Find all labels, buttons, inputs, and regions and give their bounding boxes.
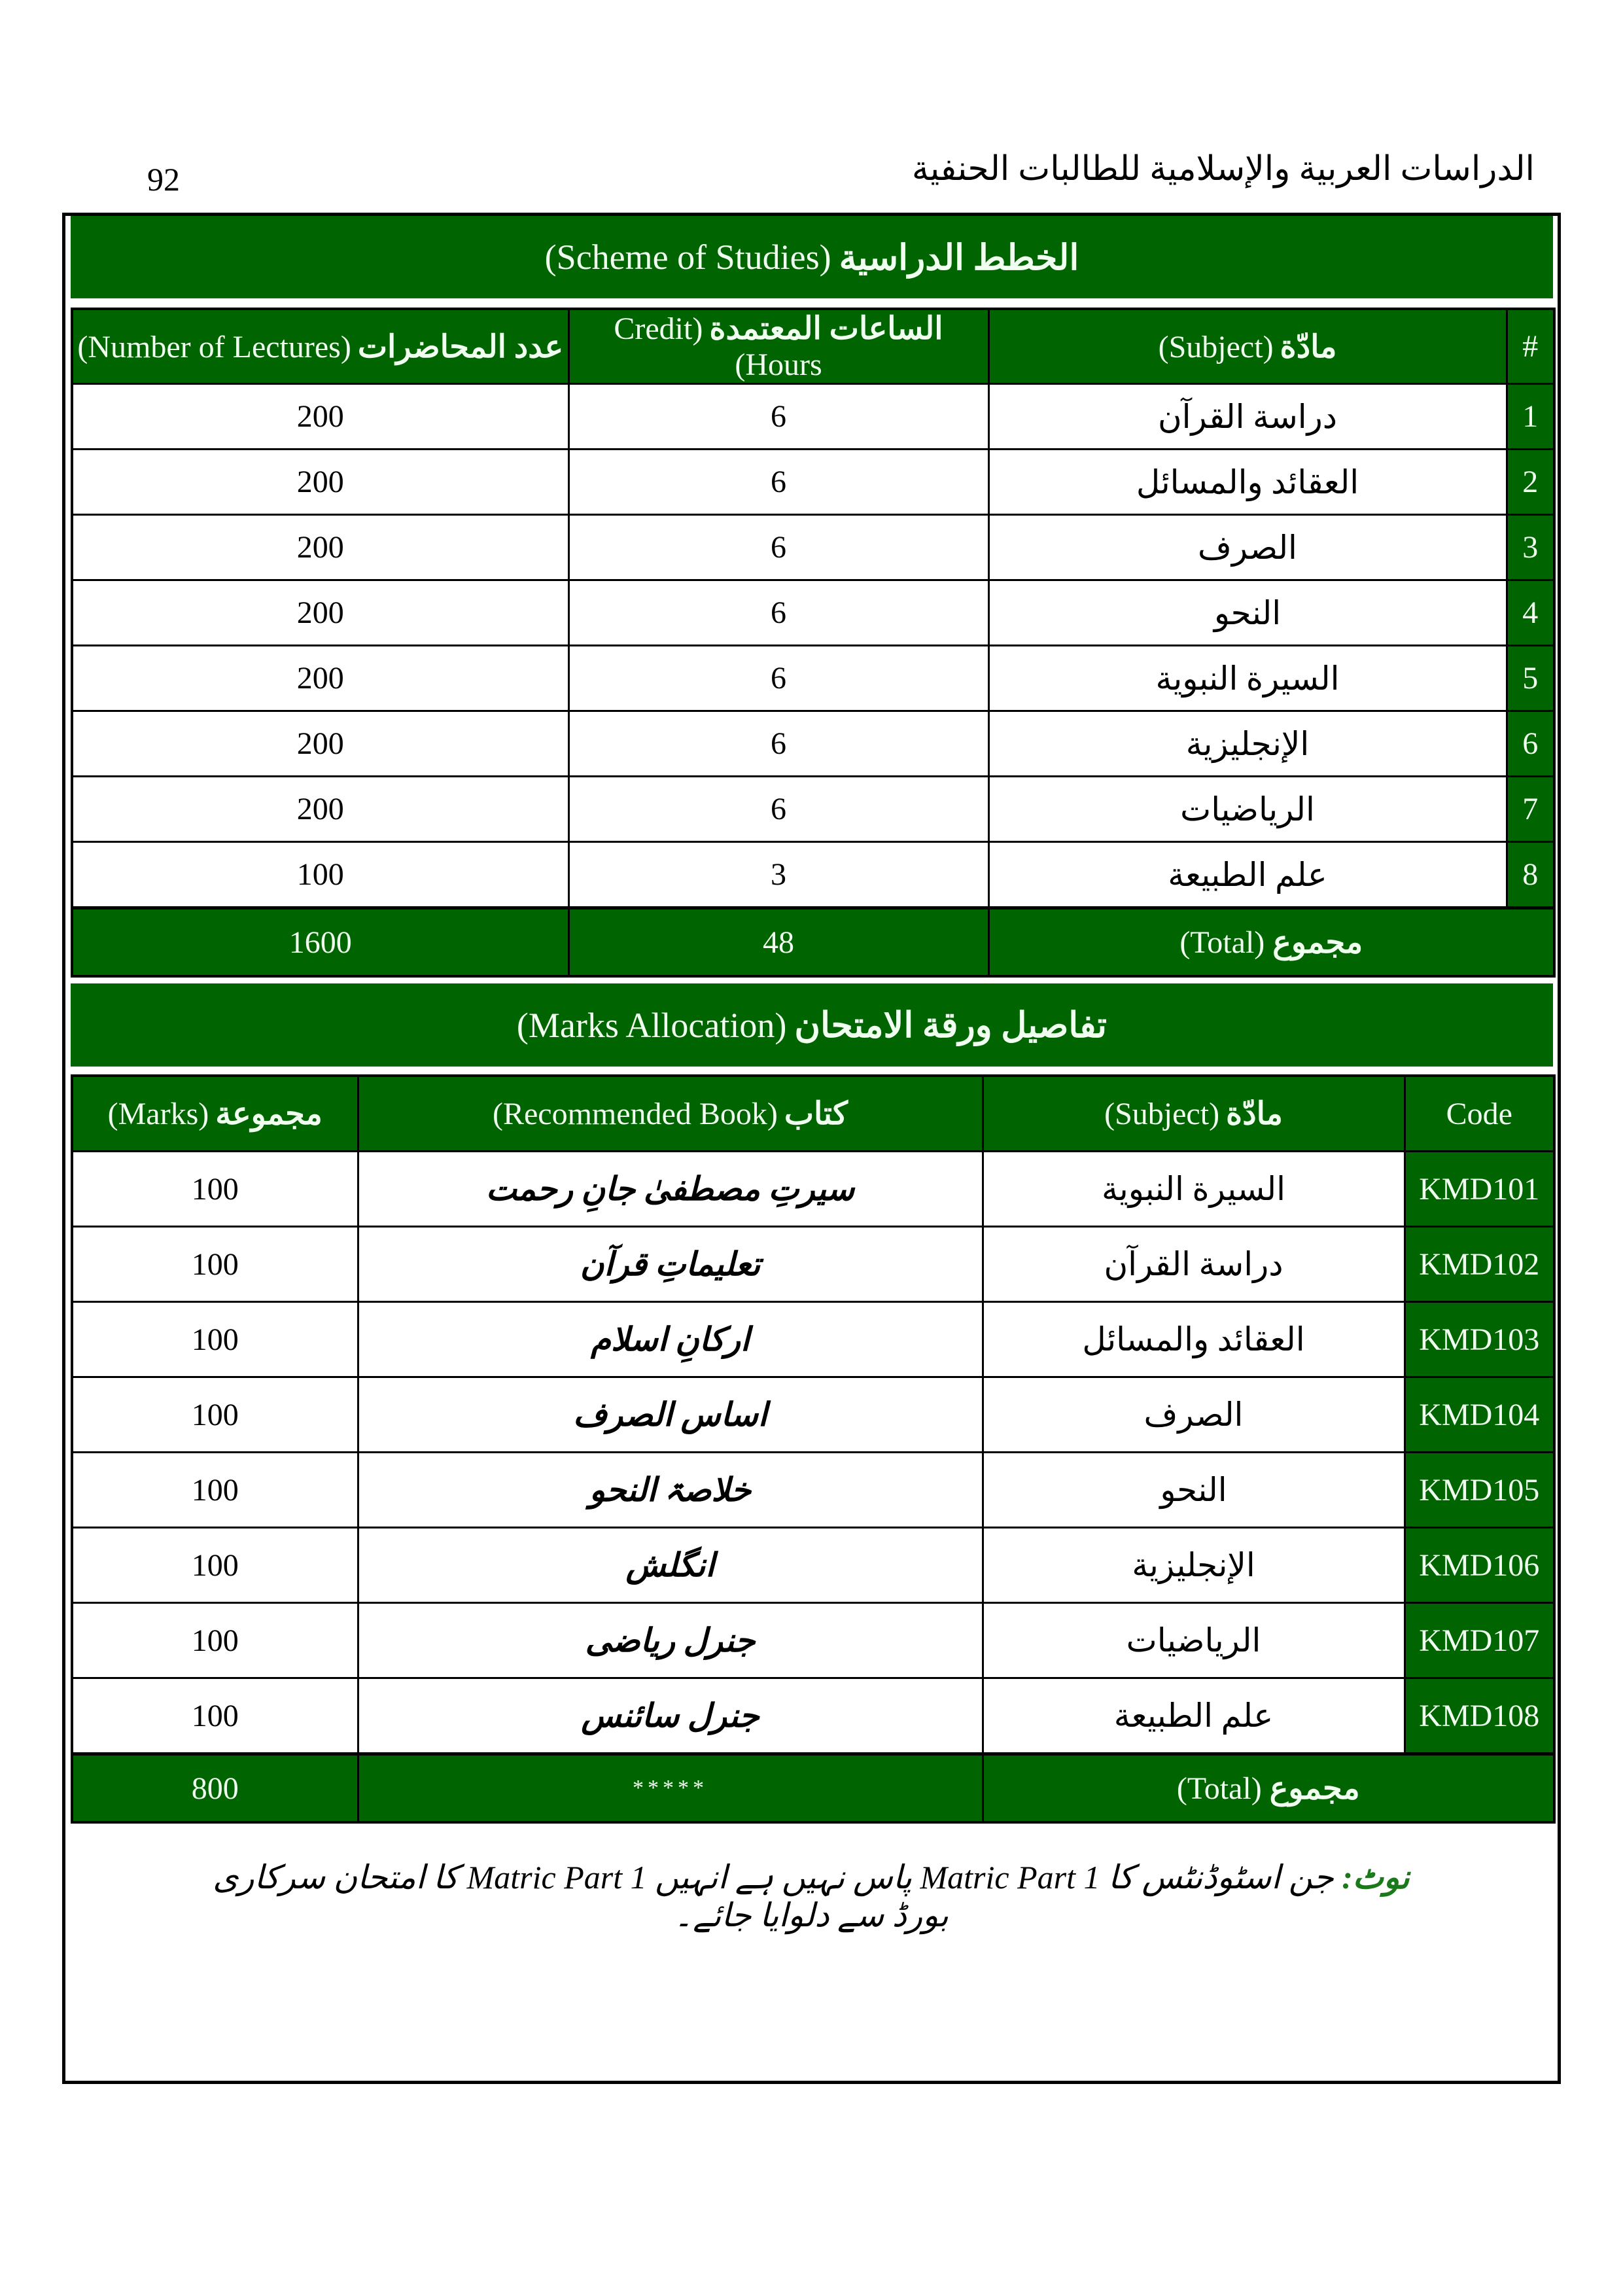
col-credit-hours	[568, 309, 988, 384]
marks-row	[72, 1603, 1554, 1678]
scheme-row-lectures: 200	[72, 646, 568, 711]
scheme-total-label-en: (Total)	[1179, 925, 1265, 960]
marks-row-book: اساس الصرف	[358, 1377, 983, 1453]
col-book-en: (Recommended Book)	[492, 1097, 778, 1131]
scheme-row-subject: السيرة النبوية	[988, 646, 1507, 711]
marks-row-marks: 100	[72, 1528, 358, 1603]
marks-row-code: KMD103	[1405, 1302, 1554, 1377]
marks-row-book: انگلش	[358, 1528, 983, 1603]
col-credit-en: (Credit Hours)	[614, 311, 822, 382]
footnote-label: نوٹ:	[1342, 1859, 1410, 1896]
scheme-row-lectures: 200	[72, 580, 568, 646]
col-code: Code	[1405, 1076, 1554, 1152]
marks-row	[72, 1678, 1554, 1754]
marks-row	[72, 1528, 1554, 1603]
marks-total-label-ar: مجموع	[1269, 1771, 1360, 1806]
marks-row-marks: 100	[72, 1603, 358, 1678]
scheme-total-credit-hours: 48	[568, 908, 988, 977]
col-marks-ar: مجموعة	[215, 1097, 323, 1131]
scheme-row-lectures: 100	[72, 842, 568, 908]
marks-title-en: (Marks Allocation)	[516, 1005, 787, 1045]
scheme-row-lectures: 200	[72, 515, 568, 580]
scheme-row-num: 2	[1507, 450, 1554, 515]
scheme-row	[72, 777, 1554, 842]
scheme-row-subject: الرياضيات	[988, 777, 1507, 842]
scheme-row-subject: دراسة القرآن	[988, 384, 1507, 450]
col-lectures-ar: عدد المحاضرات	[357, 329, 564, 364]
marks-header-row	[72, 1076, 1554, 1152]
col-book	[358, 1076, 983, 1152]
scheme-row-lectures: 200	[72, 384, 568, 450]
marks-row-code: KMD105	[1405, 1453, 1554, 1528]
scheme-row	[72, 450, 1554, 515]
col-subject-ar: مادّة	[1280, 329, 1337, 364]
marks-title-ar: تفاصيل ورقة الامتحان	[794, 1006, 1108, 1045]
scheme-row-credit-hours: 6	[568, 646, 988, 711]
marks-total-row	[72, 1754, 1554, 1823]
marks-row-book: جنرل سائنس	[358, 1678, 983, 1754]
marks-row-book: خلاصۃ النحو	[358, 1453, 983, 1528]
scheme-row-lectures: 200	[72, 777, 568, 842]
scheme-total-label	[988, 908, 1554, 977]
running-title: الدراسات العربية والإسلامية للطالبات الحنفية	[911, 150, 1535, 188]
scheme-row-subject: العقائد والمسائل	[988, 450, 1507, 515]
col-lectures	[72, 309, 568, 384]
scheme-row-lectures: 200	[72, 711, 568, 777]
col-marks	[72, 1076, 358, 1152]
marks-row-marks: 100	[72, 1678, 358, 1754]
scheme-row-num: 3	[1507, 515, 1554, 580]
scheme-row-credit-hours: 6	[568, 580, 988, 646]
col-subject	[983, 1076, 1405, 1152]
marks-row-subject: العقائد والمسائل	[983, 1302, 1405, 1377]
marks-row	[72, 1377, 1554, 1453]
marks-total-label-en: (Total)	[1176, 1771, 1262, 1806]
col-subject-ar: مادّة	[1226, 1097, 1283, 1131]
marks-row-subject: النحو	[983, 1453, 1405, 1528]
marks-row-book: سیرتِ مصطفیٰ جانِ رحمت	[358, 1152, 983, 1227]
scheme-title-ar: الخطط الدراسية	[839, 238, 1079, 277]
scheme-row-subject: الصرف	[988, 515, 1507, 580]
marks-row-code: KMD104	[1405, 1377, 1554, 1453]
marks-row	[72, 1152, 1554, 1227]
scheme-row-num: 8	[1507, 842, 1554, 908]
scheme-title-en: (Scheme of Studies)	[544, 238, 831, 277]
scheme-row	[72, 515, 1554, 580]
marks-row-code: KMD101	[1405, 1152, 1554, 1227]
scheme-row-credit-hours: 6	[568, 384, 988, 450]
scheme-row-credit-hours: 6	[568, 711, 988, 777]
marks-row-subject: السيرة النبوية	[983, 1152, 1405, 1227]
scheme-row	[72, 384, 1554, 450]
col-subject	[988, 309, 1507, 384]
marks-row-code: KMD106	[1405, 1528, 1554, 1603]
marks-row-marks: 100	[72, 1227, 358, 1302]
footnote	[196, 1858, 1426, 1934]
scheme-row-credit-hours: 6	[568, 777, 988, 842]
footnote-text: جن اسٹوڈنٹس کا Matric Part 1 پاس نہیں ہے انہیں Matric Part 1 کا امتحان سرکاری بورڈ سے دلوایا جائے۔	[213, 1859, 1334, 1934]
scheme-row-num: 4	[1507, 580, 1554, 646]
page-number: 92	[147, 161, 180, 198]
scheme-total-label-ar: مجموع	[1272, 925, 1363, 960]
scheme-row-num: 6	[1507, 711, 1554, 777]
scheme-row-credit-hours: 3	[568, 842, 988, 908]
col-num: #	[1507, 309, 1554, 384]
marks-table	[71, 1074, 1556, 1824]
scheme-table	[71, 308, 1556, 978]
marks-row-marks: 100	[72, 1377, 358, 1453]
col-marks-en: (Marks)	[107, 1097, 209, 1131]
marks-row-book: جنرل ریاضی	[358, 1603, 983, 1678]
scheme-row-num: 7	[1507, 777, 1554, 842]
scheme-row-lectures: 200	[72, 450, 568, 515]
scheme-row-credit-hours: 6	[568, 450, 988, 515]
scheme-total-row	[72, 908, 1554, 977]
marks-title-band	[71, 983, 1553, 1067]
marks-row-code: KMD108	[1405, 1678, 1554, 1754]
marks-row-subject: الصرف	[983, 1377, 1405, 1453]
scheme-row-num: 1	[1507, 384, 1554, 450]
marks-total-marks: 800	[72, 1754, 358, 1823]
marks-row	[72, 1227, 1554, 1302]
scheme-row	[72, 842, 1554, 908]
col-subject-en: (Subject)	[1158, 329, 1274, 364]
scheme-row	[72, 580, 1554, 646]
marks-row-marks: 100	[72, 1453, 358, 1528]
marks-row-book: ارکانِ اسلام	[358, 1302, 983, 1377]
scheme-title-band	[71, 216, 1553, 298]
marks-row-marks: 100	[72, 1302, 358, 1377]
col-credit-ar: الساعات المعتمدة	[709, 311, 943, 346]
marks-row-marks: 100	[72, 1152, 358, 1227]
marks-row-subject: الرياضيات	[983, 1603, 1405, 1678]
marks-row-code: KMD107	[1405, 1603, 1554, 1678]
col-lectures-en: (Number of Lectures)	[77, 329, 351, 364]
marks-total-book: *****	[358, 1754, 983, 1823]
marks-row	[72, 1302, 1554, 1377]
marks-total-label	[983, 1754, 1554, 1823]
marks-row	[72, 1453, 1554, 1528]
scheme-row-subject: النحو	[988, 580, 1507, 646]
marks-row-subject: الإنجليزية	[983, 1528, 1405, 1603]
scheme-row	[72, 646, 1554, 711]
scheme-row-subject: علم الطبيعة	[988, 842, 1507, 908]
scheme-row-num: 5	[1507, 646, 1554, 711]
col-subject-en: (Subject)	[1104, 1097, 1220, 1131]
scheme-row-subject: الإنجليزية	[988, 711, 1507, 777]
col-book-ar: كتاب	[784, 1097, 848, 1131]
marks-row-book: تعلیماتِ قرآن	[358, 1227, 983, 1302]
scheme-total-lectures: 1600	[72, 908, 568, 977]
scheme-header-row	[72, 309, 1554, 384]
scheme-row	[72, 711, 1554, 777]
marks-row-code: KMD102	[1405, 1227, 1554, 1302]
marks-row-subject: علم الطبيعة	[983, 1678, 1405, 1754]
scheme-row-credit-hours: 6	[568, 515, 988, 580]
marks-row-subject: دراسة القرآن	[983, 1227, 1405, 1302]
